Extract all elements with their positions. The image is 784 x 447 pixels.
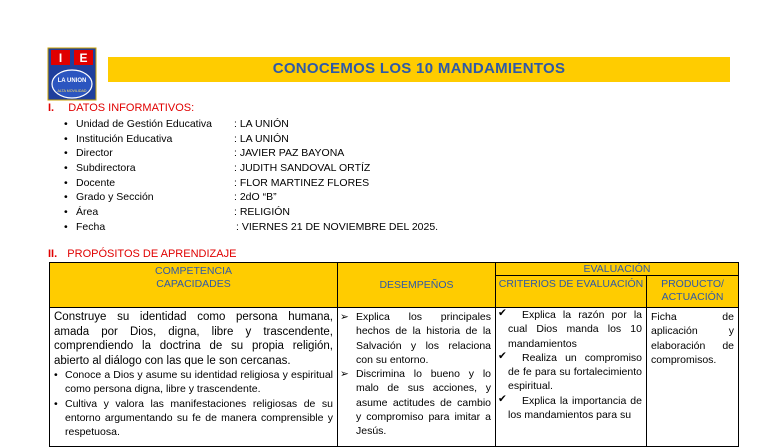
logo-name: LA UNION	[57, 78, 87, 84]
check-icon: ✔	[498, 349, 507, 362]
check-icon: ✔	[498, 307, 507, 319]
criterio-text: Explica la importancia de los mandamientos para su	[508, 394, 642, 422]
arrow-icon: ➢	[340, 311, 349, 323]
bullet-icon: •	[64, 118, 68, 130]
capacidad-item	[54, 368, 333, 397]
criterios-list	[498, 308, 642, 422]
header-criterios	[495, 275, 647, 308]
check-icon: ✔	[498, 392, 507, 405]
criterio-item	[498, 308, 642, 351]
capacidades-list	[54, 368, 333, 439]
header-competencia	[49, 262, 338, 308]
desempeno-text: Discrimina lo bueno y lo malo de sus acciones, y asume actitudes de cambio y compromiso para imitar a Jesús.	[356, 368, 491, 438]
section-2-number: II.	[48, 248, 58, 260]
header-producto-label-1: PRODUCTO/	[661, 278, 724, 290]
desempenos-list	[340, 310, 491, 439]
info-value: : FLOR MARTINEZ FLORES	[234, 176, 370, 189]
criterio-item	[498, 394, 642, 423]
bullet-icon: •	[64, 176, 68, 189]
section-2-heading	[48, 248, 236, 260]
bullet-icon: •	[64, 147, 68, 160]
competencia-text: Construye su identidad como persona humana, amada por Dios, digna, libre y trascendente, comprendiendo la doctrina de su propia religión, abierto al diálogo con las que le son cercanas.	[54, 311, 333, 367]
desempeno-item	[340, 367, 491, 438]
logo-letter-i: I	[58, 51, 63, 65]
school-logo	[47, 47, 97, 101]
logo-letter-e: E	[79, 51, 88, 65]
capacidad-item	[54, 397, 333, 440]
info-key: Institución Educativa	[76, 132, 173, 145]
header-capacidades-label: CAPACIDADES	[156, 278, 231, 290]
document-title: CONOCEMOS LOS 10 MANDAMIENTOS	[272, 60, 566, 77]
header-evaluacion	[495, 262, 739, 276]
info-key: Fecha	[76, 220, 106, 233]
producto-text: Ficha de aplicación y elaboración de compromisos.	[651, 311, 734, 366]
section-1-number: I.	[48, 102, 55, 114]
info-value: : 2dO “B”	[234, 191, 277, 204]
section-1-heading	[48, 102, 194, 114]
info-value: : LA UNIÓN	[234, 132, 289, 145]
competencia-cell	[49, 307, 338, 447]
info-key: Subdirectora	[76, 162, 136, 175]
header-desempenos	[337, 262, 496, 308]
title-bar	[108, 57, 730, 82]
header-evaluacion-label: EVALUACIÓN	[583, 263, 651, 275]
info-value: : RELIGIÓN	[234, 206, 291, 219]
bullet-icon: •	[54, 397, 58, 410]
bullet-icon: •	[64, 191, 68, 204]
info-key: Área	[76, 206, 99, 219]
header-desempenos-label: DESEMPEÑOS	[379, 279, 454, 291]
info-value: : LA UNIÓN	[234, 118, 289, 130]
desempenos-cell	[337, 307, 496, 447]
purposes-table	[49, 262, 739, 447]
section-2-label: PROPÓSITOS DE APRENDIZAJE	[67, 248, 237, 260]
header-competencia-label: COMPETENCIA	[154, 265, 232, 277]
info-key: Docente	[76, 176, 116, 189]
producto-cell	[646, 307, 739, 447]
criterios-cell	[495, 307, 647, 447]
bullet-icon: •	[64, 206, 68, 219]
bullet-icon: •	[64, 162, 68, 175]
info-value: : JUDITH SANDOVAL ORTÍZ	[234, 162, 371, 175]
bullet-icon: •	[54, 369, 58, 381]
header-criterios-label: CRITERIOS DE EVALUACIÓN	[498, 278, 644, 290]
logo-motto: ALTA MOVILIDAD	[57, 89, 87, 93]
info-value: : VIERNES 21 DE NOVIEMBRE DEL 2025.	[236, 220, 439, 233]
desempeno-text: Explica los principales hechos de la historia de la Salvación y los relaciona con su entorno.	[356, 311, 491, 366]
criterio-item	[498, 351, 642, 394]
arrow-icon: ➢	[340, 368, 349, 381]
info-key: Grado y Sección	[76, 191, 154, 204]
criterio-text: Explica la razón por la cual Dios manda los 10 mandamientos	[508, 309, 642, 350]
capacidad-text: Conoce a Dios y asume su identidad religiosa y espiritual como persona digna, libre y trascendente.	[65, 369, 333, 396]
capacidad-text: Cultiva y valora las manifestaciones religiosas de su entorno argumentando su fe de manera comprensible y respetuosa.	[65, 397, 333, 439]
criterio-text: Realiza un compromiso de fe para su fortalecimiento espiritual.	[508, 351, 642, 393]
info-value: : JAVIER PAZ BAYONA	[234, 147, 345, 160]
bullet-icon: •	[64, 132, 68, 145]
header-producto-label-2: ACTUACIÓN	[661, 291, 724, 303]
info-key: Unidad de Gestión Educativa	[76, 118, 213, 130]
desempeno-item	[340, 310, 491, 367]
section-1-label: DATOS INFORMATIVOS:	[68, 102, 195, 114]
info-key: Director	[76, 147, 113, 160]
bullet-icon: •	[64, 220, 68, 233]
header-producto	[646, 275, 739, 308]
